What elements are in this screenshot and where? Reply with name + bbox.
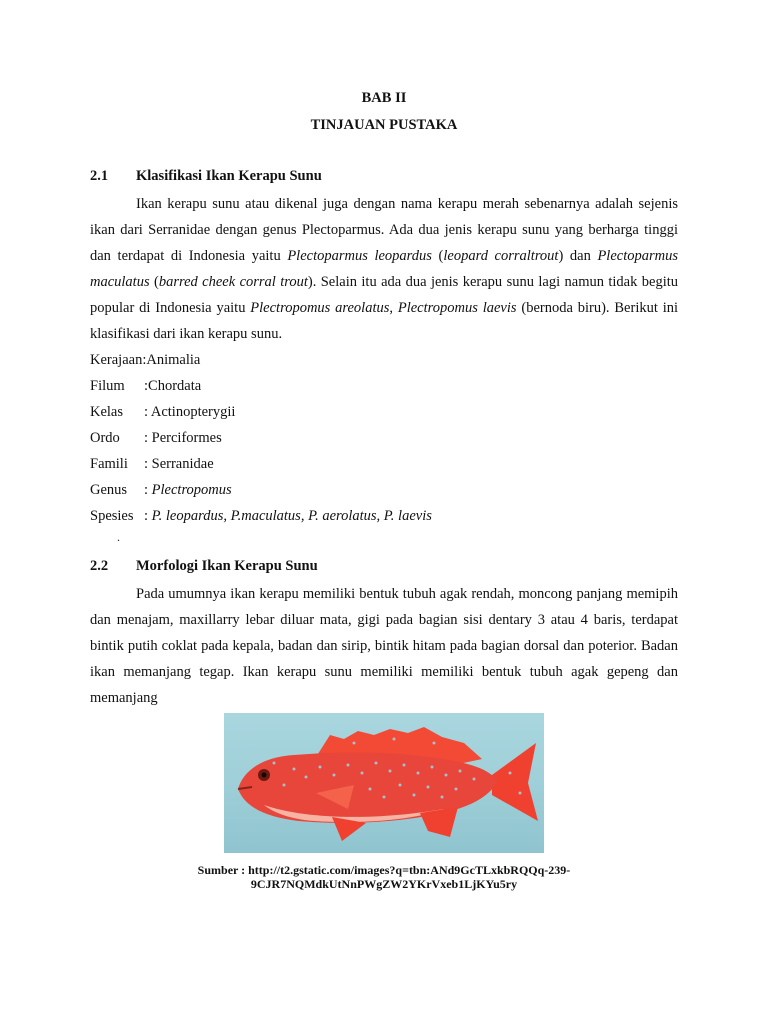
common-name: leopard corraltrout — [443, 248, 559, 264]
species-name: Plectropomus areolatus — [250, 300, 390, 316]
section-number: 2.2 — [90, 558, 109, 574]
classification-colon: : — [144, 482, 152, 498]
classification-ordo — [90, 425, 222, 451]
classification-value: : Actinopterygii — [144, 404, 236, 420]
fish-pupil — [262, 773, 267, 778]
para-text: ( — [149, 274, 159, 290]
classification-value: P. leopardus, P.maculatus, P. aerolatus, P. laevis — [151, 508, 432, 524]
classification-value: :Chordata — [144, 378, 202, 394]
section-title: Klasifikasi Ikan Kerapu Sunu — [136, 168, 322, 184]
classification-spesies — [90, 503, 432, 529]
para-text: ( — [431, 248, 444, 264]
classification-label: Kelas — [90, 404, 124, 420]
para-text: , — [389, 300, 398, 316]
fish — [238, 727, 538, 841]
fish-illustration — [224, 713, 544, 853]
classification-colon: : — [144, 508, 152, 524]
para-text: Ikan kerapu sunu atau dikenal juga dengan nama kerapu merah sebenarnya adalah sejenis ikan dari Serranidae dengan genus Plectoparmus. Ada dua jenis kerapu sunu yang berharga tinggi dan terdapat di Indonesia yaitu — [90, 196, 678, 264]
species-name: Plectropomus laevis — [397, 300, 517, 316]
section-2-2-heading — [90, 558, 318, 575]
section-2-2-paragraph: Pada umumnya ikan kerapu memiliki bentuk tubuh agak rendah, moncong panjang memipih dan menajam, maxillarry lebar diluar mata, gigi pada bagian sisi dentary 3 atau 4 baris, terdapat bintik putih coklat pada kepala, badan dan sirip, bintik hitam pada bagian dorsal dan poterior. Badan ikan memanjang tegap. Ikan kerapu sunu memiliki memiliki bentuk tubuh agak gepeng dan memanjang — [90, 586, 678, 706]
classification-filum — [90, 373, 201, 399]
common-name: barred cheek corral trout — [158, 274, 308, 290]
figure-caption-line-2: 9CJR7NQMdkUtNnPWgZW2YKrVxeb1LjKYu5ry — [250, 877, 518, 891]
classification-famili — [90, 451, 214, 477]
classification-value: Plectropomus — [151, 482, 232, 498]
classification-kelas — [90, 399, 235, 425]
para-text: ) dan — [558, 248, 598, 264]
stray-dot: . — [117, 530, 120, 544]
tail-fin — [492, 743, 538, 821]
para-text: (bernoda biru). Berikut ini klasifikasi dari ikan kerapu sunu. — [90, 300, 679, 342]
section-number: 2.1 — [90, 168, 109, 184]
classification-label: Famili — [90, 456, 128, 472]
classification-value: : Perciformes — [144, 430, 222, 446]
classification-label: Spesies — [90, 508, 134, 524]
fish-photo — [224, 713, 544, 853]
classification-genus — [90, 477, 232, 503]
species-name: Plectoparmus leopardus — [287, 248, 432, 264]
section-2-1-paragraph — [90, 191, 678, 347]
classification-label: Genus — [90, 482, 128, 498]
classification-value: : Serranidae — [144, 456, 214, 472]
classification-kerajaan: Kerajaan:Animalia — [90, 352, 201, 368]
section-title: Morfologi Ikan Kerapu Sunu — [136, 558, 318, 574]
chapter-title: TINJAUAN PUSTAKA — [310, 117, 458, 133]
species-name: Plectoparmus maculatus — [90, 248, 678, 290]
section-2-1-heading — [90, 168, 322, 185]
para-text: ). Selain itu ada dua jenis kerapu sunu lagi namun tidak begitu popular di Indonesia yaitu — [90, 274, 679, 316]
classification-label: Ordo — [90, 430, 120, 446]
figure-caption-line-1: Sumber : http://t2.gstatic.com/images?q=tbn:ANd9GcTLxkbRQQq-239- — [197, 863, 571, 877]
classification-label: Filum — [90, 378, 125, 394]
chapter-number: BAB II — [361, 90, 407, 106]
